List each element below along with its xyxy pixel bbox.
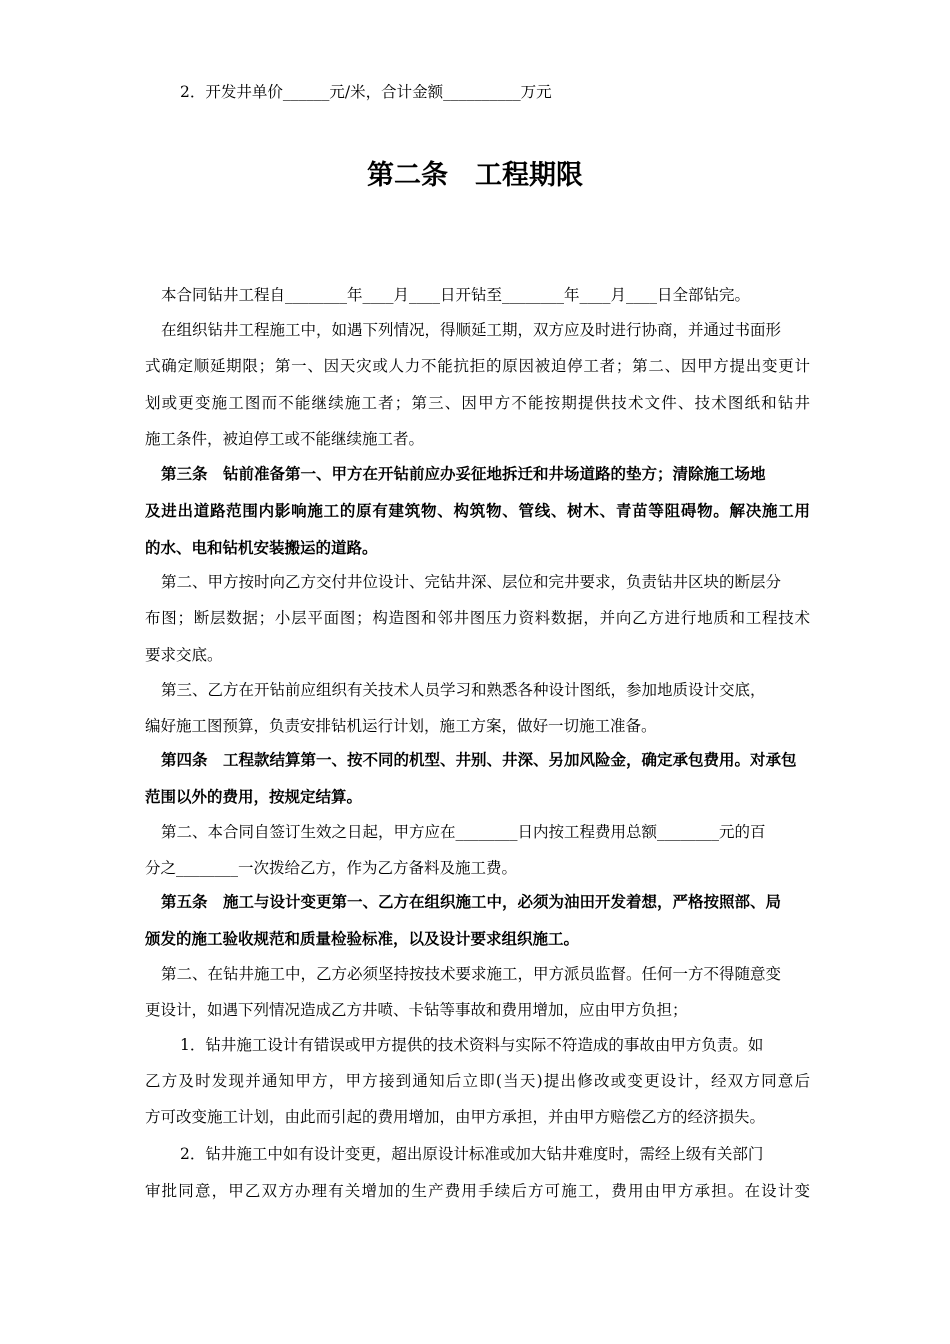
- paragraph-line: 布图；断层数据；小层平面图；构造图和邻井图压力资料数据，并向乙方进行地质和工程技术: [145, 609, 810, 627]
- paragraph-line: 2．钻井施工中如有设计变更，超出原设计标准或加大钻井难度时，需经上级有关部门: [180, 1145, 764, 1163]
- paragraph-line: 第二、本合同自签订生效之日起，甲方应在________日内按工程费用总额________元的百: [161, 823, 766, 841]
- article-5-heading-line: 第五条 施工与设计变更第一、乙方在组织施工中，必须为油田开发着想，严格按照部、局: [161, 892, 782, 911]
- paragraph-line: 乙方及时发现并通知甲方，甲方接到通知后立即(当天)提出修改或变更设计，经双方同意后: [145, 1072, 810, 1090]
- paragraph-line: 编好施工图预算，负责安排钻机运行计划，施工方案，做好一切施工准备。: [145, 717, 657, 735]
- article-3-line: 的水、电和钻机安装搬运的道路。: [145, 538, 378, 557]
- paragraph-line: 审批同意，甲乙双方办理有关增加的生产费用手续后方可施工，费用由甲方承担。在设计变: [145, 1182, 810, 1200]
- section-title-article-2: 第二条 工程期限: [367, 160, 583, 191]
- paragraph-line: 施工条件，被迫停工或不能继续施工者。: [145, 430, 425, 448]
- article-3-heading-line: 第三条 钻前准备第一、甲方在开钻前应办妥征地拆迁和井场道路的垫方；清除施工场地: [161, 464, 766, 483]
- paragraph-line: 划或更变施工图而不能继续施工者；第三、因甲方不能按期提供技术文件、技术图纸和钻井: [145, 394, 810, 412]
- article-5-line: 颁发的施工验收规范和质量检验标准，以及设计要求组织施工。: [145, 929, 580, 948]
- paragraph-line: 分之________一次拨给乙方，作为乙方备料及施工费。: [145, 859, 518, 877]
- paragraph-line: 第二、在钻井施工中，乙方必须坚持按技术要求施工，甲方派员监督。任何一方不得随意变: [161, 965, 782, 983]
- paragraph-line: 要求交底。: [145, 646, 223, 664]
- paragraph-line: 方可改变施工计划，由此而引起的费用增加，由甲方承担，并由甲方赔偿乙方的经济损失。: [145, 1108, 766, 1126]
- paragraph-line: 第二、甲方按时向乙方交付井位设计、完钻井深、层位和完井要求，负责钻井区块的断层分: [161, 573, 782, 591]
- article-4-line: 范围以外的费用，按规定结算。: [145, 787, 363, 806]
- paragraph-line: 本合同钻井工程自________年____月____日开钻至________年____月____日全部钻完。: [161, 286, 751, 304]
- clause-2-price-line: 2．开发井单价______元/米，合计金额__________万元: [180, 83, 552, 101]
- paragraph-line: 式确定顺延期限；第一、因天灾或人力不能抗拒的原因被迫停工者；第二、因甲方提出变更计: [145, 357, 810, 375]
- article-4-heading-line: 第四条 工程款结算第一、按不同的机型、井别、井深、另加风险金，确定承包费用。对承包: [161, 750, 797, 769]
- paragraph-line: 在组织钻井工程施工中，如遇下列情况，得顺延工期，双方应及时进行协商，并通过书面形: [161, 321, 782, 339]
- paragraph-line: 第三、乙方在开钻前应组织有关技术人员学习和熟悉各种设计图纸，参加地质设计交底，: [161, 681, 766, 699]
- paragraph-line: 更设计，如遇下列情况造成乙方井喷、卡钻等事故和费用增加，应由甲方负担；: [145, 1001, 688, 1019]
- paragraph-line: 1．钻井施工设计有错误或甲方提供的技术资料与实际不符造成的事故由甲方负责。如: [180, 1036, 764, 1054]
- article-3-line: 及进出道路范围内影响施工的原有建筑物、构筑物、管线、树木、青苗等阻碍物。解决施工用: [145, 501, 810, 520]
